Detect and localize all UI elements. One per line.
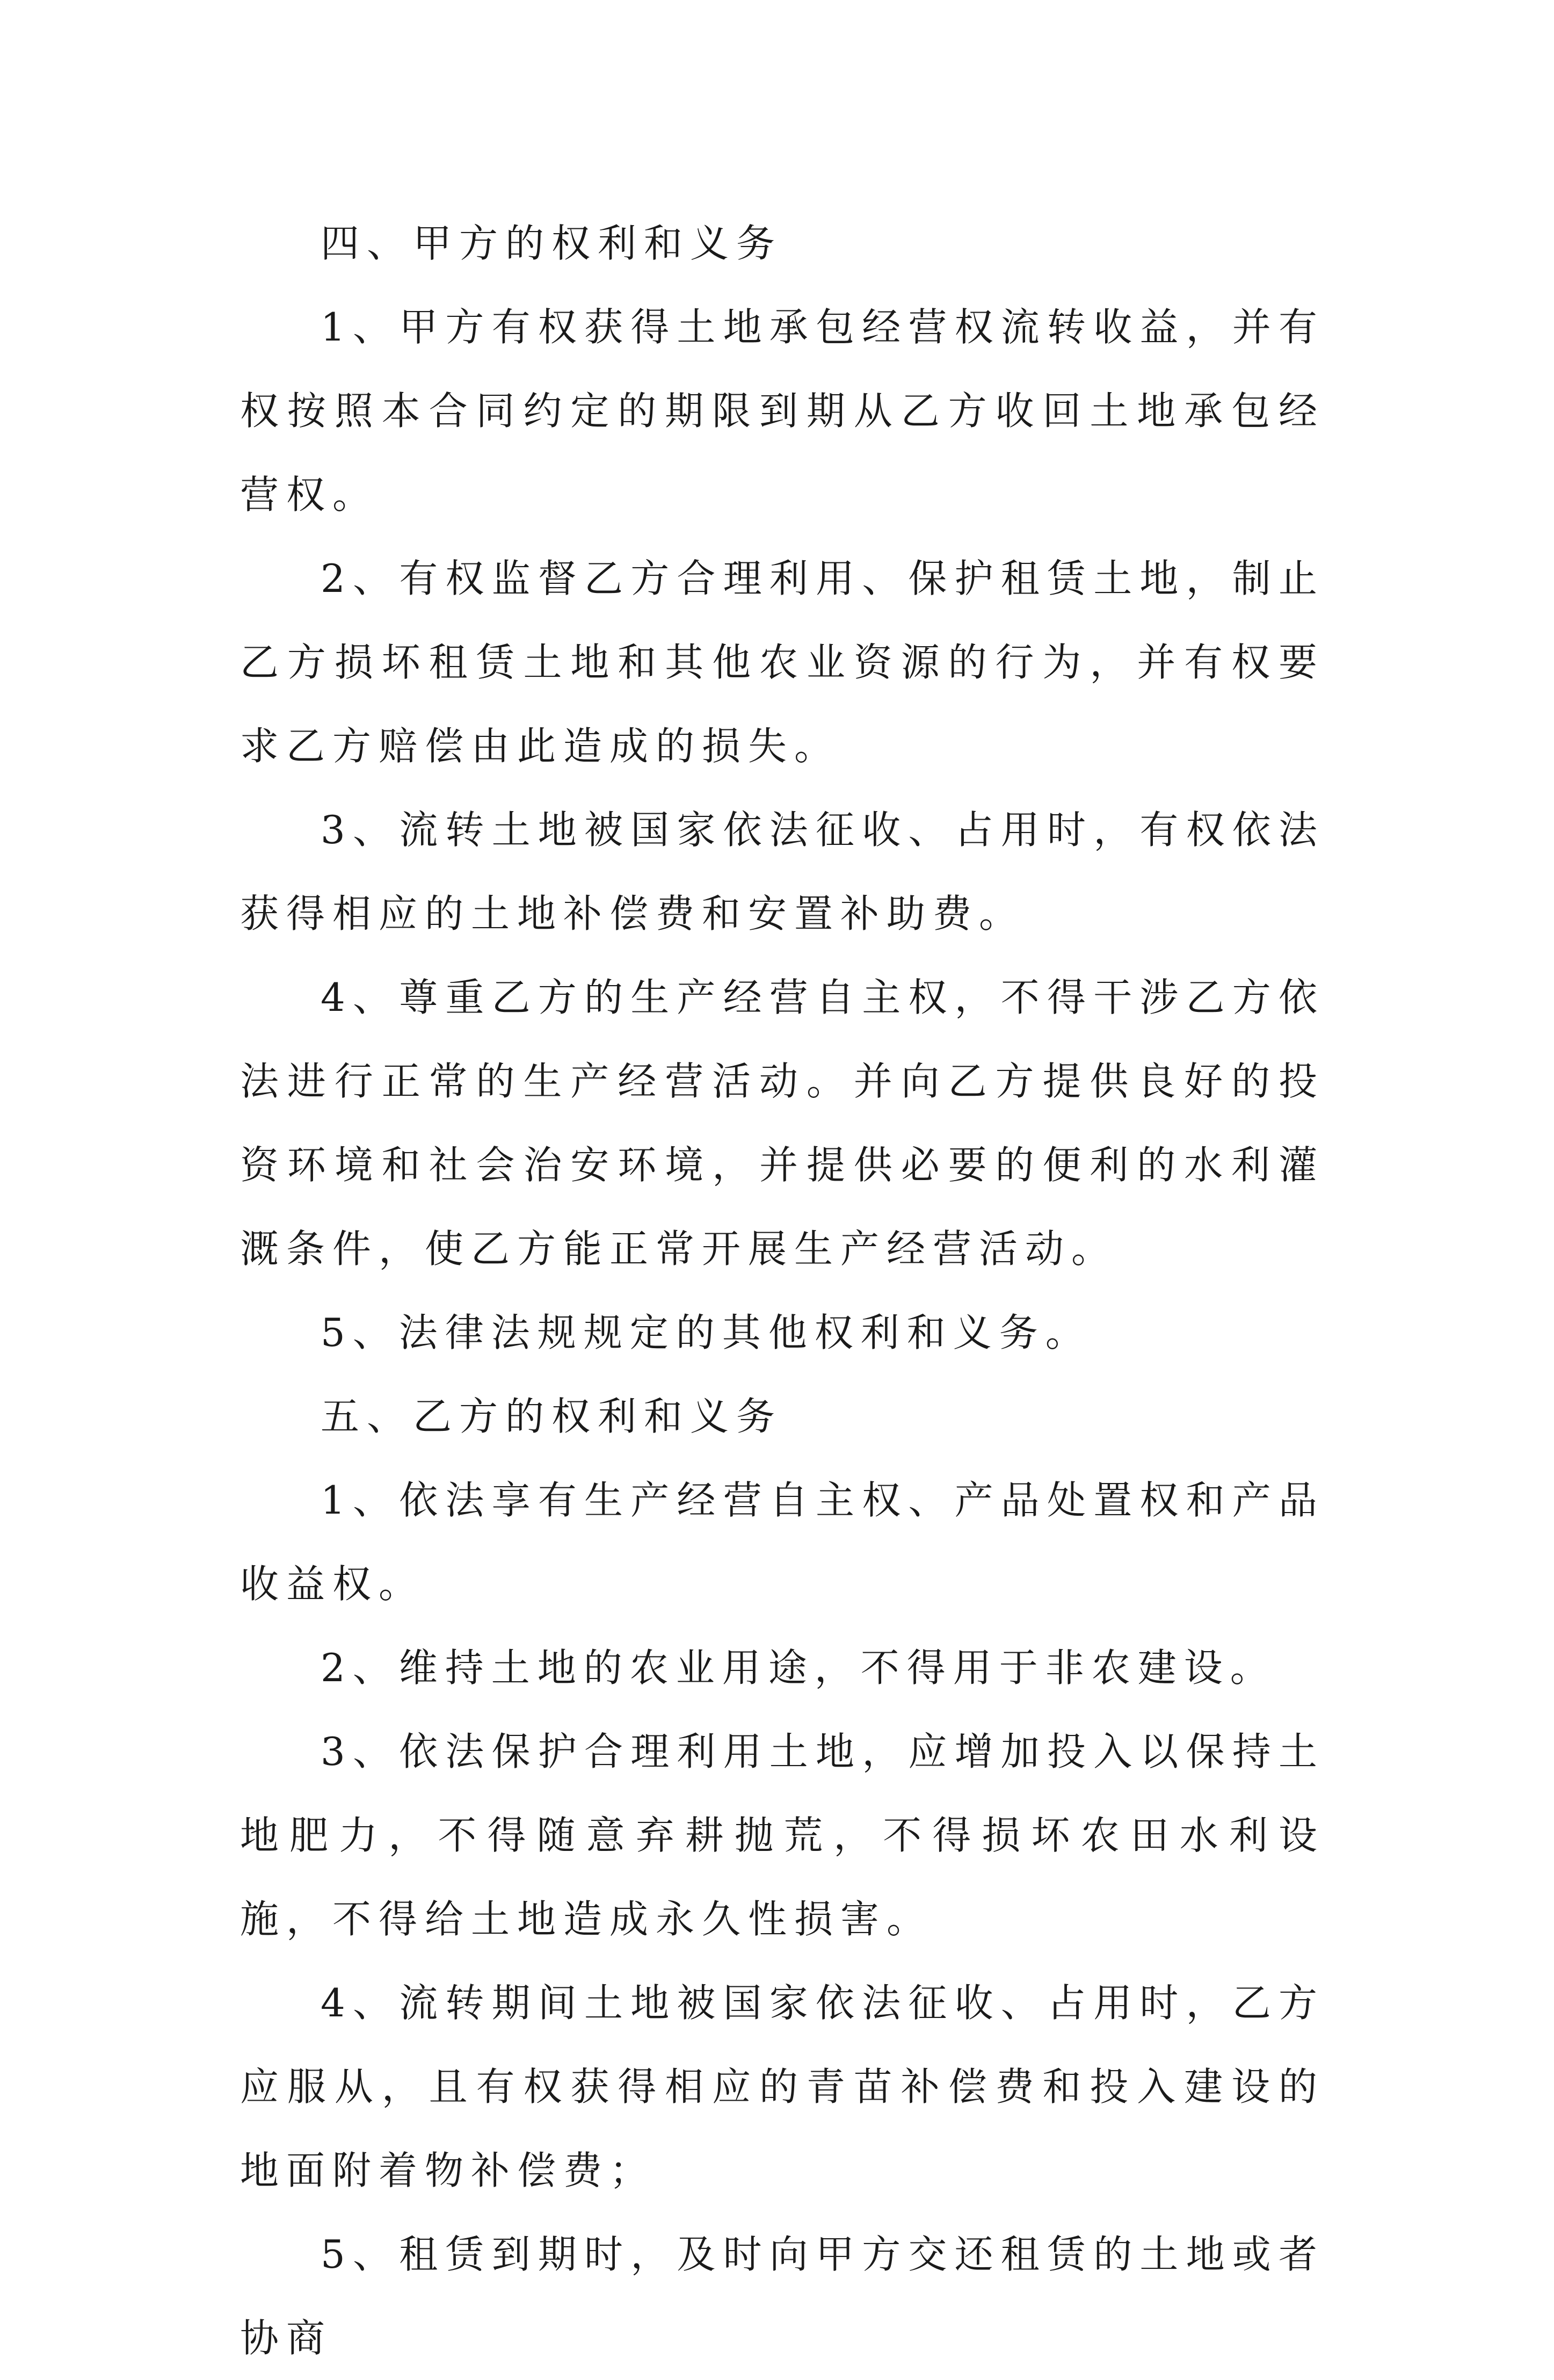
section-heading-party-a: 四、甲方的权利和义务 bbox=[321, 221, 783, 266]
document-body bbox=[240, 201, 1325, 2380]
section-heading-party-b: 五、乙方的权利和义务 bbox=[321, 1394, 783, 1439]
paragraph-b5: 5、租赁到期时，及时向甲方交还租赁的土地或者协商 bbox=[240, 2232, 1325, 2361]
paragraph-b2: 2、维持土地的农业用途，不得用于非农建设。 bbox=[321, 1645, 1276, 1690]
paragraph-a3: 3、流转土地被国家依法征收、占用时，有权依法获得相应的土地补偿费和安置补助费。 bbox=[240, 807, 1325, 936]
paragraph-a5: 5、法律法规规定的其他权利和义务。 bbox=[321, 1310, 1092, 1355]
paragraph-b3: 3、依法保护合理利用土地，应增加投入以保持土地肥力，不得随意弃耕抛荒，不得损坏农田水利设施，不得给土地造成永久性损害。 bbox=[240, 1729, 1325, 1942]
paragraph-a2: 2、有权监督乙方合理利用、保护租赁土地，制止乙方损坏租赁土地和其他农业资源的行为，并有权要求乙方赔偿由此造成的损失。 bbox=[240, 556, 1325, 769]
paragraph-a4: 4、尊重乙方的生产经营自主权，不得干涉乙方依法进行正常的生产经营活动。并向乙方提供良好的投资环境和社会治安环境，并提供必要的便利的水利灌溉条件，使乙方能正常开展生产经营活动。 bbox=[240, 975, 1325, 1271]
paragraph-a1: 1、甲方有权获得土地承包经营权流转收益，并有权按照本合同约定的期限到期从乙方收回土地承包经营权。 bbox=[240, 305, 1325, 517]
paragraph-b4: 4、流转期间土地被国家依法征收、占用时，乙方应服从，且有权获得相应的青苗补偿费和投入建设的地面附着物补偿费； bbox=[240, 1980, 1325, 2193]
paragraph-b1: 1、依法享有生产经营自主权、产品处置权和产品收益权。 bbox=[240, 1478, 1325, 1607]
